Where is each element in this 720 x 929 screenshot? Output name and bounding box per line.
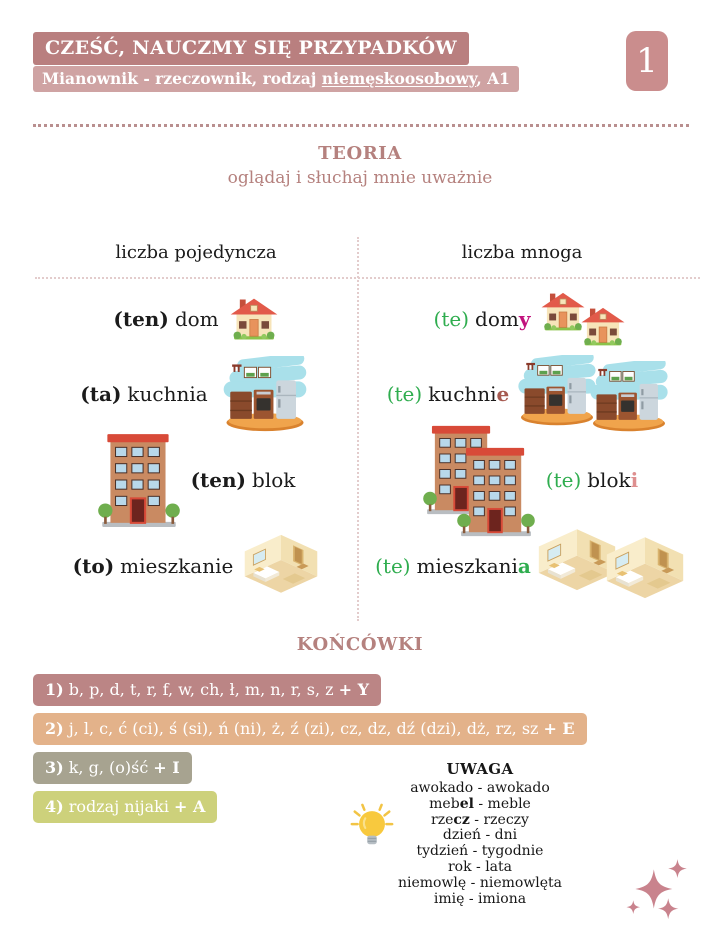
dotted-separator bbox=[33, 124, 689, 127]
page-subtitle bbox=[33, 66, 519, 92]
icon-pair bbox=[537, 528, 685, 604]
noun-stem: dom bbox=[475, 307, 519, 331]
apartment-icon bbox=[605, 536, 685, 604]
header-divider bbox=[35, 277, 700, 279]
table-row bbox=[0, 354, 720, 434]
teoria-subheading: oglądaj i słuchaj mnie uważnie bbox=[227, 168, 493, 188]
subtitle-prefix: Mianownik - rzeczownik, rodzaj bbox=[42, 69, 322, 88]
rule-3 bbox=[33, 752, 192, 784]
determiner: (te) bbox=[375, 554, 411, 578]
uwaga-note bbox=[325, 760, 635, 908]
rule-letters: k, g, (o)ść bbox=[68, 758, 149, 777]
subtitle-suffix: , A1 bbox=[476, 69, 510, 88]
column-header-singular: liczba pojedyncza bbox=[115, 242, 277, 263]
noun: blok bbox=[252, 468, 296, 492]
singular-cell bbox=[35, 354, 357, 434]
rule-ending: + E bbox=[543, 719, 575, 738]
rule-ending: + I bbox=[153, 758, 180, 777]
rule-letters: j, l, c, ć (ci), ś (si), ń (ni), ż, ź (zi), cz, dz, dź (dzi), dż, rz, sz bbox=[68, 719, 539, 738]
uwaga-item: rok - lata bbox=[447, 859, 513, 876]
determiner: (te) bbox=[386, 382, 423, 406]
plural-word bbox=[434, 307, 531, 331]
rule-number: 4) bbox=[45, 797, 64, 816]
subtitle-underlined-term: niemęskoosobowy bbox=[321, 69, 477, 88]
singular-word bbox=[191, 468, 296, 492]
rule-number: 1) bbox=[45, 680, 64, 699]
rule-ending: + A bbox=[173, 797, 206, 816]
noun: mieszkanie bbox=[120, 554, 234, 578]
plural-cell bbox=[360, 286, 700, 352]
apartment-icon bbox=[243, 533, 319, 599]
noun-stem: kuchni bbox=[428, 382, 497, 406]
page-title: CZEŚĆ, NAUCZMY SIĘ PRZYPADKÓW bbox=[33, 32, 469, 65]
house-icon bbox=[229, 297, 279, 342]
house-icon bbox=[580, 306, 626, 348]
determiner: (te) bbox=[545, 468, 582, 492]
determiner: (te) bbox=[433, 307, 470, 331]
teoria-heading: TEORIA bbox=[318, 143, 402, 164]
singular-word bbox=[80, 382, 207, 406]
rule-letters: rodzaj nijaki bbox=[68, 797, 169, 816]
determiner: (ten) bbox=[113, 307, 169, 331]
plural-cell bbox=[360, 522, 700, 610]
noun-ending: i bbox=[630, 468, 639, 492]
rule-1 bbox=[33, 674, 381, 706]
noun-ending: a bbox=[517, 554, 531, 578]
table-row bbox=[0, 436, 720, 524]
plural-word bbox=[546, 468, 638, 492]
noun-ending: e bbox=[496, 382, 510, 406]
uwaga-item: awokado - awokado bbox=[410, 780, 550, 796]
uwaga-item: mebel - meble bbox=[429, 795, 531, 812]
rule-4 bbox=[33, 791, 217, 823]
singular-cell bbox=[35, 522, 357, 610]
determiner: (ten) bbox=[190, 468, 247, 492]
table-row bbox=[0, 522, 720, 610]
singular-word bbox=[73, 554, 234, 578]
column-header-plural: liczba mnoga bbox=[461, 242, 583, 263]
table-row bbox=[0, 286, 720, 352]
plural-cell bbox=[360, 436, 700, 524]
plural-word bbox=[375, 554, 531, 578]
singular-word bbox=[113, 307, 218, 331]
noun: dom bbox=[174, 307, 219, 331]
uwaga-item: tydzień - tygodnie bbox=[416, 843, 544, 860]
kitchen-icon bbox=[218, 356, 312, 433]
koncowki-heading: KOŃCÓWKI bbox=[296, 634, 424, 655]
noun-stem: mieszkani bbox=[416, 554, 518, 578]
noun-ending: y bbox=[518, 307, 531, 331]
uwaga-item: dzień - dni bbox=[442, 827, 518, 844]
icon-pair bbox=[513, 355, 673, 433]
rule-number: 3) bbox=[45, 758, 64, 777]
kitchen-icon bbox=[585, 361, 673, 433]
uwaga-item: imię - imiona bbox=[433, 890, 527, 907]
uwaga-item: rzecz - rzeczy bbox=[431, 811, 529, 828]
uwaga-heading: UWAGA bbox=[446, 760, 514, 778]
determiner: (to) bbox=[72, 554, 115, 578]
icon-pair bbox=[540, 291, 626, 348]
determiner: (ta) bbox=[80, 382, 122, 406]
building-icon bbox=[97, 430, 181, 530]
noun-stem: blok bbox=[587, 468, 631, 492]
rule-number: 2) bbox=[45, 719, 64, 738]
rule-letters: b, p, d, t, r, f, w, ch, ł, m, n, r, s, z bbox=[68, 680, 334, 699]
plural-word bbox=[387, 382, 510, 406]
singular-cell bbox=[35, 286, 357, 352]
rule-2 bbox=[33, 713, 587, 745]
page-number-badge: 1 bbox=[626, 31, 668, 91]
icon-pair bbox=[422, 422, 536, 539]
rule-ending: + Y bbox=[338, 680, 369, 699]
sparkles-icon bbox=[623, 857, 697, 925]
noun: kuchnia bbox=[127, 382, 208, 406]
singular-cell bbox=[35, 436, 357, 524]
uwaga-item: niemowlę - niemowlęta bbox=[397, 874, 563, 891]
